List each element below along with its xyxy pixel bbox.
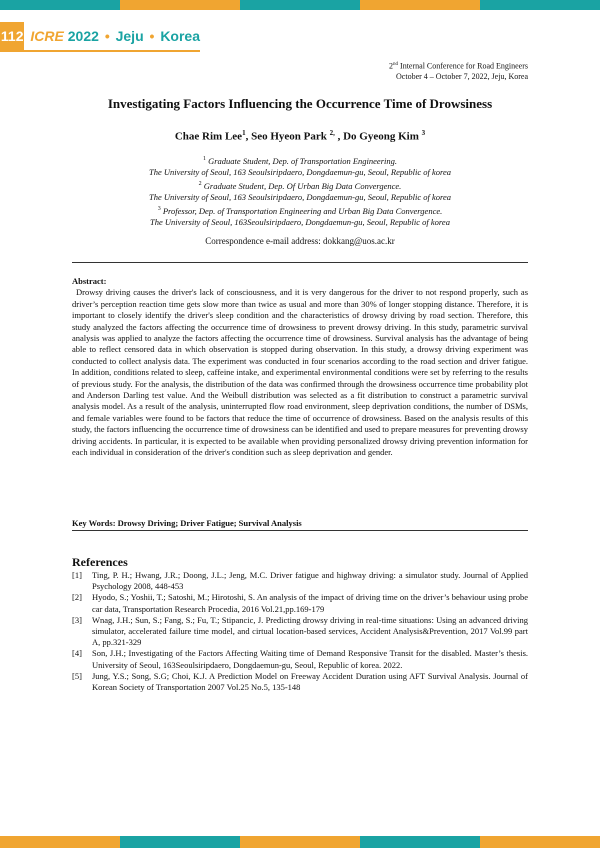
keywords: Key Words: Drowsy Driving; Driver Fatigue; Survival Analysis [72, 518, 302, 528]
logo-location1: Jeju [115, 28, 144, 44]
affiliations: $^1$ Graduate Student, Dep. of Transportation Engineering. The University of Seoul, 163 Seoulsiripdaero, Dongdaemun-gu, Seoul, Republic of korea $^2$ Graduate Student, Dep. Of Urban Big Data Convergence. The University of Seoul, 163 Seoulsiripdaero, Dongdaemun-gu, Seoul, Republic of korea $^3$ Professor, Dep. of Transportation Engineering and Urban Big Data Convergence. The University of Seoul, 163Seoulsiripdaero, Dongdaemun-gu, Seoul, Republic of korea [148, 155, 451, 227]
bottom-color-bar [0, 836, 600, 848]
reference-item: [4] Son, J.H.; Investigating of the Factors Affecting Waiting time of Demand Responsive Transit for the disabled. Master’s thesis. University of Seoul, 163Seoulsiripdaero, Dongdaemun-gu, Seoul, Republic of korea. 2022. [72, 648, 528, 670]
logo-text: ICRE [30, 28, 64, 44]
logo-location2: Korea [160, 28, 200, 44]
conference-info: 2nd Internal Conference for Road Engineers October 4 – October 7, 2022, Jeju, Korea [389, 61, 528, 81]
reference-item: [1] Ting, P. H.; Hwang, J.R.; Doong, J.L.; Jeng, M.C. Driver fatigue and highway driving: a simulator study. Journal of Applied Psychology 2008, 448-453 [72, 570, 528, 592]
references-list [72, 570, 528, 693]
header-underline [0, 50, 200, 52]
reference-item: [2] Hyodo, S.; Yoshii, T.; Satoshi, M.; Hirotoshi, S. An analysis of the impact of driving time on the driver’s behaviour using probe car data, Transportation Research Procedia, 2016 Vol.21,pp.169-179 [72, 592, 528, 614]
abstract-heading: Abstract: [72, 276, 107, 286]
abstract-text: Drowsy driving causes the driver's lack of consciousness, and it is very dangerous for the driver to not respond properly, such as driver’s perception reaction time gets slow more than twice as usual and more than 30% of longer stopping distance. Therefore, it is important to closely identify the driver's sleep condition and the characteristics of drowsy driving by road section. Therefore, this study analyzed the factors affecting the occurrence time of drowsiness to prevent drowsy driving. In this study, parametric survival analysis was applied to analyze the factors affecting the occurrence time of drowsiness. Survival analysis has the advantage of being able to reflect censored data in which observation is stopped during observation. In this study, a drowsy driving experiment was conducted to collect analysis data. The experiment was conducted in four scenarios according to the road section and driver fatigue. In addition, conditions related to sleep, caffeine intake, and experimental environmental conditions were set by referring to the results of previous study. For the analysis, the distribution of the data was confirmed through the drowsiness occurrence time probability plot and Anderson Darling test value. And the Weibull distribution was selected as a fit distribution to construct a parametric survival analysis model. As a result of the analysis, uninterrupted flow road environment, sleep deprivation conditions, the number of DSMs, and female variables were found to be factors that reduce the time of occurrence of drowsiness. Based on the analysis results of this study, the factors influencing the occurrence time of drowsiness can be identified and used to prepare measures for preventing drowsy driving accidents. In particular, it is expected to be available when providing personalized drowsy driving prevention information for each individual in consideration of the driver's condition such as sleep deprivation and gender. [72, 287, 528, 458]
top-color-bar [0, 0, 600, 10]
paper-authors: Chae Rim Lee$^1$, Seo Hyeon Park $^{2,}$ , Do Gyeong Kim $^3$ [174, 129, 426, 143]
references-heading: References [72, 555, 128, 569]
paper-title: Investigating Factors Influencing the Occurrence Time of Drowsiness [107, 96, 493, 111]
divider-top [72, 262, 528, 263]
conference-logo: ICRE 2022 • Jeju • Korea [30, 28, 200, 44]
abstract-section [72, 276, 528, 459]
page-header [0, 22, 200, 50]
divider-bottom [72, 530, 528, 531]
logo-year: 2022 [67, 28, 99, 44]
reference-item: [5] Jung, Y.S.; Song, S.G; Choi, K.J. A Prediction Model on Freeway Accident Duration using AFT Survival Analysis. Journal of Korean Society of Transportation 2007 Vol.25 No.5, 135-148 [72, 670, 528, 693]
correspondence-email: Correspondence e-mail address: dokkang@uos.ac.kr [205, 236, 395, 246]
reference-item: [3] Wnag, J.H.; Sun, S.; Fang, S.; Fu, T.; Stipancic, J. Predicting drowsy driving in real-time situations: Using an advanced driving simulator, accelerated failure time model, and cirtual location-based services, Accident Analysis&Prevention, 2017 Vol.99 part A, pp.321-329 [72, 614, 528, 648]
page-number: 112 [0, 22, 24, 50]
